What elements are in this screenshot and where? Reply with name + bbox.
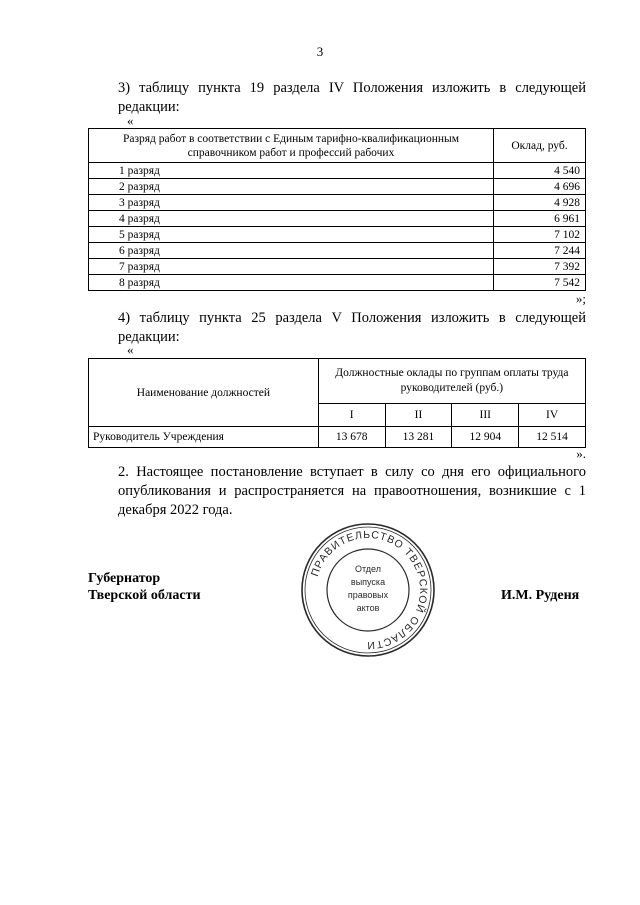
- grade-cell: 8 разряд: [89, 275, 494, 291]
- clause-2-text: 2. Настоящее постановление вступает в силу со дня его официального опубликования и распространяется на правоотношения, возникшие с 1 декабря 2022 года.: [118, 464, 586, 518]
- salary-cell: 7 542: [494, 275, 586, 291]
- salary-grades-table: [88, 128, 586, 291]
- item-4-quote-close: ».: [576, 446, 586, 461]
- item-3-quote-open: «: [127, 113, 134, 128]
- table-row: [89, 195, 586, 211]
- item-4-text: 4) таблицу пункта 25 раздела V Положения изложить в следующей редакции:: [118, 310, 586, 345]
- salary-column-header: Оклад, руб.: [494, 129, 586, 163]
- stamp-center-line-2: выпуска: [350, 577, 386, 587]
- group-label: IV: [519, 404, 586, 427]
- grade-cell: 7 разряд: [89, 259, 494, 275]
- clause-2-paragraph: [88, 463, 586, 520]
- table-row: [89, 211, 586, 227]
- salary-cell: 7 392: [494, 259, 586, 275]
- salary-cell: 13 281: [385, 427, 452, 448]
- signer-name: И.М. Руденя: [501, 588, 580, 603]
- table-row: [89, 275, 586, 291]
- grade-cell: 4 разряд: [89, 211, 494, 227]
- salary-cell: 4 540: [494, 163, 586, 179]
- grade-column-header: Разряд работ в соответствии с Единым тарифно-квалификационным справочником работ и профессий рабочих: [89, 129, 494, 163]
- table-row: [89, 427, 586, 448]
- stamp-center-line-1: Отдел: [354, 564, 382, 574]
- position-column-header: Наименование должностей: [89, 359, 319, 427]
- table-row: [89, 259, 586, 275]
- item-3-paragraph: [88, 79, 586, 117]
- table-header-row: [89, 129, 586, 163]
- group-label: I: [318, 404, 385, 427]
- signer-title-line-1: Губернатор: [88, 571, 161, 586]
- grade-cell: 5 разряд: [89, 227, 494, 243]
- item-4-paragraph: [88, 309, 586, 347]
- group-label: II: [385, 404, 452, 427]
- signer-title: [88, 570, 201, 604]
- item-4-quote-open: «: [127, 342, 134, 357]
- signer-title-line-2: Тверской области: [88, 588, 201, 603]
- page-number: 3: [316, 44, 324, 59]
- table-row: [89, 227, 586, 243]
- grade-cell: 6 разряд: [89, 243, 494, 259]
- stamp-center-line-3: правовых: [347, 590, 389, 600]
- salary-cell: 6 961: [494, 211, 586, 227]
- salary-cell: 12 514: [519, 427, 586, 448]
- salary-cell: 4 928: [494, 195, 586, 211]
- table-row: [89, 243, 586, 259]
- salary-cell: 12 904: [452, 427, 519, 448]
- salary-cell: 13 678: [318, 427, 385, 448]
- group-column-header: Должностные оклады по группам оплаты труда руководителей (руб.): [318, 359, 585, 404]
- item-3-quote-close: »;: [575, 291, 586, 306]
- grade-cell: 1 разряд: [89, 163, 494, 179]
- table-row: [89, 179, 586, 195]
- official-stamp: [300, 522, 436, 658]
- stamp-ring-text: ПРАВИТЕЛЬСТВО ТВЕРСКОЙ ОБЛАСТИ: [308, 528, 430, 652]
- salary-cell: 4 696: [494, 179, 586, 195]
- stamp-center-line-4: актов: [356, 603, 380, 613]
- item-3-text: 3) таблицу пункта 19 раздела IV Положения изложить в следующей редакции:: [118, 80, 586, 115]
- salary-cell: 7 244: [494, 243, 586, 259]
- manager-salaries-table: [88, 358, 586, 448]
- grade-cell: 2 разряд: [89, 179, 494, 195]
- table-row: [89, 163, 586, 179]
- group-label: III: [452, 404, 519, 427]
- salary-cell: 7 102: [494, 227, 586, 243]
- position-cell: Руководитель Учреждения: [89, 427, 319, 448]
- grade-cell: 3 разряд: [89, 195, 494, 211]
- table-header-row: [89, 359, 586, 404]
